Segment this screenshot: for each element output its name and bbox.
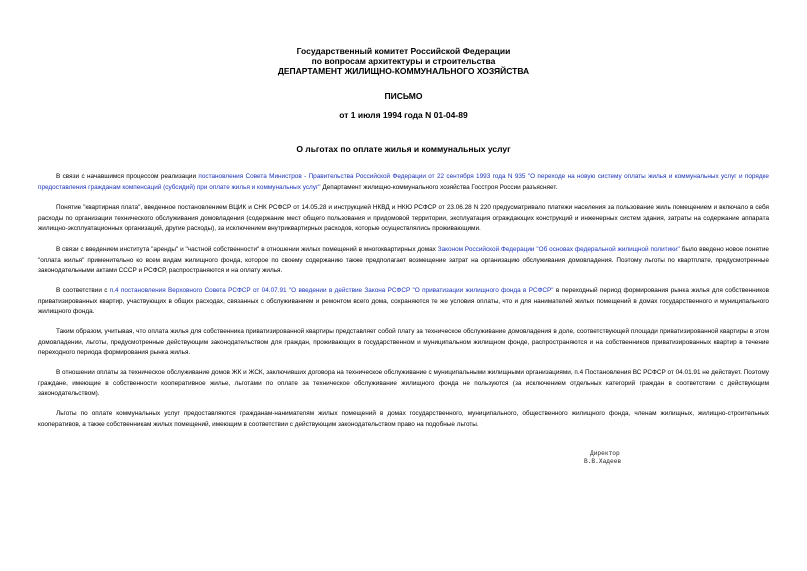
paragraph-7: Льготы по оплате коммунальных услуг предоставляются гражданам-нанимателям жилых помещений в домах государственного, муниципального, общественного жилищного фонда, членам жилищных, жилищно-строительных кооперативов, а также собственникам жилых помещений, имеющим в соответствии с действующим законодательством право на подобные льготы. bbox=[38, 410, 769, 428]
paragraph-3-text-b: было введено новое понятие "оплата жилья" применительно ко всем видам жилищного фонда, которое по своему содержанию также предполагает возмещение затрат на организацию обслуживания домовладения. Поэтому льготы по квартплате, предусмотренные законодательными актами СССР и РСФСР, распространяются и на оплату жилья. bbox=[38, 246, 769, 274]
paragraph-4-text-a: В соответствии с bbox=[56, 287, 110, 294]
paragraph-2: Понятие "квартирная плата", введенное постановлением ВЦИК и СНК РСФСР от 14.05.28 и инструкцией НКВД и НКЮ РСФСР от 23.06.28 N 220 предусматривало платежи населения за пользование жиль помещением и включало в себя расходы по организации технического обслуживания домовладения (содержание мест общего пользования и придомовой территории, эксплуатация ограждающих конструкций и инженерных систем здания, затраты на содержание аппарата жилищно-эксплуатационных организаций, другие расходы), за исключением внутриквартирных расходов, которые осуществлялись проживающими. bbox=[38, 204, 769, 232]
issuer-line-1: Государственный комитет Российской Федерации bbox=[296, 46, 511, 56]
link-housing-policy-law[interactable]: Законом Российской Федерации "Об основах федеральной жилищной политики" bbox=[437, 246, 680, 253]
paragraph-4-text-b: в переходный период формирования рынка жилья для собственников приватизированных квартир, участвующих в общих расходах, связанных с обслуживанием и ремонтом всего дома, сохраняются те же условия оплаты, что и для нанимателей жилых помещений в домах государственного и муниципального жилищного фонда. bbox=[38, 287, 770, 315]
document-title: О льготах по оплате жилья и коммунальных услуг bbox=[296, 144, 511, 154]
document-date: от 1 июля 1994 года N 01-04-89 bbox=[339, 110, 468, 120]
paragraph-5: Таким образом, учитывая, что оплата жилья для собственника приватизированной квартиры представляет собой плату за техническое обслуживание домовладения в доле, соответствующей площади приватизированной квартиры в этом домовладении, льготы, предусмотренные действующим законодательством для граждан, проживающих в государственном и муниципальном жилищном фонде, распространяются и на собственников приватизированных квартир в течение переходного периода формирования рынка жилья. bbox=[38, 328, 769, 356]
issuer-header bbox=[0, 46, 807, 76]
issuer-line-2: по вопросам архитектуры и строительства bbox=[311, 56, 496, 66]
link-privatization-resolution[interactable]: п.4 постановления Верховного Совета РСФСР от 04.07.91 "О введении в действие Закона РСФСР "О приватизации жилищного фонда в РСФСР" bbox=[109, 287, 554, 294]
paragraph-3 bbox=[38, 245, 769, 277]
paragraph-6: В отношении оплаты за техническое обслуживание домов ЖК и ЖСК, заключивших договора на техническое обслуживание с муниципальными жилищными организациями, п.4 Постановления ВС РСФСР от 04.01.91 не действует. Поэтому граждане, имеющие в собственности кооперативное жилье, льготами по оплате за техническое обслуживание жилищного фонда не пользуются (за исключением отдельных категорий граждан в соответствии с действующим законодательством). bbox=[38, 369, 769, 397]
signature-title: Директор bbox=[590, 450, 620, 457]
paragraph-1-text-b: Департамент жилищно-коммунального хозяйства Госстроя России разъясняет. bbox=[320, 183, 558, 191]
signature-block bbox=[584, 450, 621, 466]
document-type: ПИСЬМО bbox=[384, 91, 423, 101]
paragraph-3-text-a: В связи с введением института "аренды" и "частной собственности" в отношении жилых помещений в многоквартирных домах bbox=[56, 246, 438, 253]
issuer-line-3: ДЕПАРТАМЕНТ ЖИЛИЩНО-КОММУНАЛЬНОГО ХОЗЯЙСТВА bbox=[277, 66, 530, 76]
paragraph-4 bbox=[38, 286, 769, 318]
link-government-decree-935[interactable]: постановления Совета Министров - Правительства Российской Федерации от 22 сентября 1993 года N 935 "О переходе на новую систему оплаты жилья и коммунальных услуг и порядке предоставления гражданам компенсаций (субсидий) при оплате жилья и коммунальных услуг" bbox=[38, 173, 769, 191]
paragraph-1 bbox=[38, 172, 769, 193]
signature-name: В.В.Хадеев bbox=[584, 458, 622, 465]
paragraph-1-text-a: В связи с начавшимся процессом реализации bbox=[56, 173, 199, 180]
